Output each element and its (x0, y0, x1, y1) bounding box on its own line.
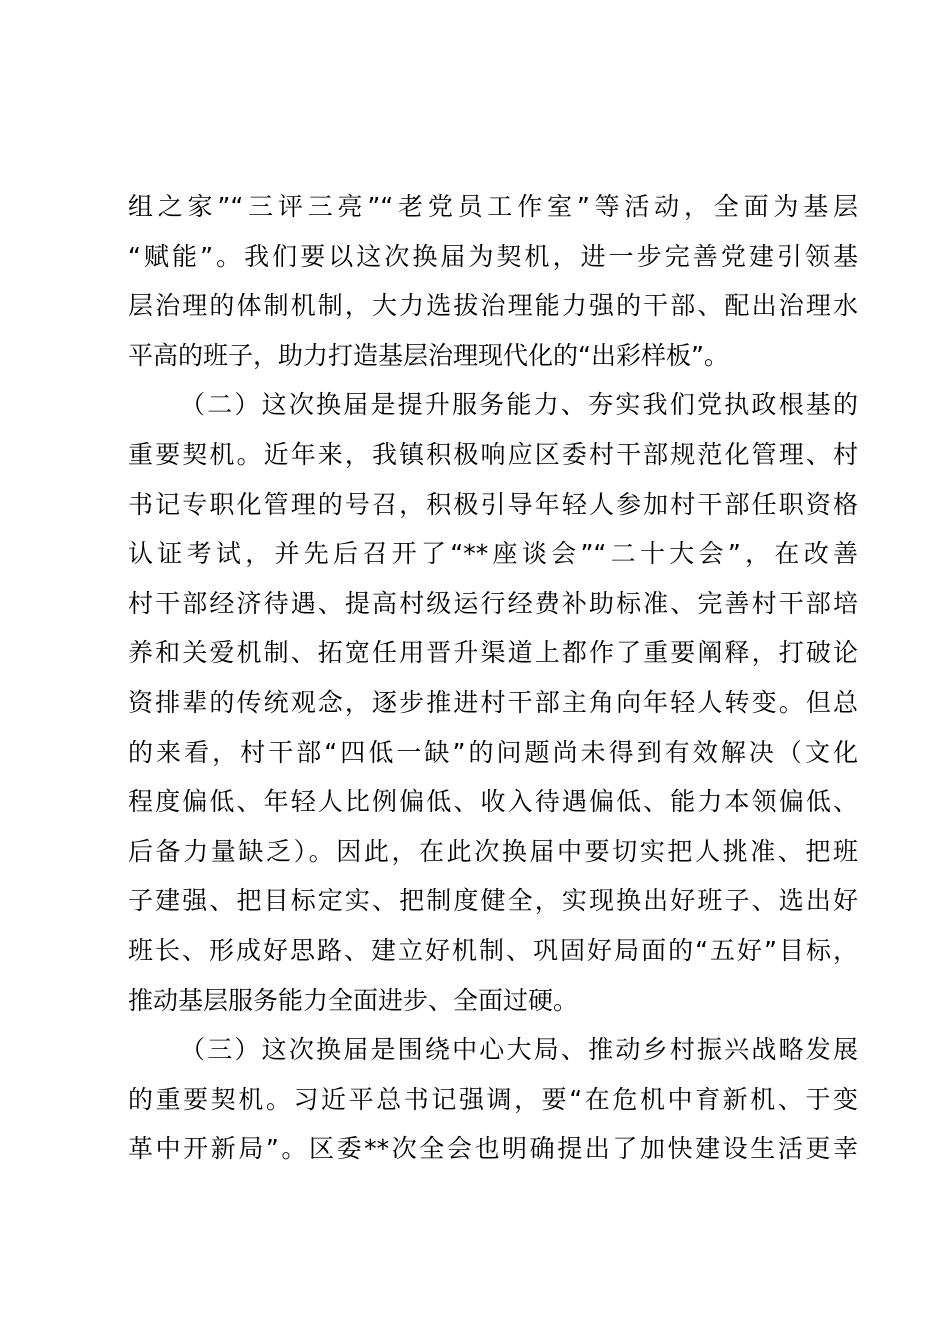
text-line: 书记专职化管理的号召，积极引导年轻人参加村干部任职资格 (128, 489, 858, 519)
document-body (128, 182, 858, 1174)
text-line: 革中开新局”。区委**次全会也明确提出了加快建设生活更幸 (128, 1134, 858, 1164)
text-line: 的来看，村干部“四低一缺”的问题尚未得到有效解决（文化 (128, 737, 858, 767)
text-line: 重要契机。近年来，我镇积极响应区委村干部规范化管理、村 (128, 439, 858, 469)
text-line: 班长、形成好思路、建立好机制、巩固好局面的“五好”目标， (128, 935, 858, 965)
text-line: 的重要契机。习近平总书记强调，要“在危机中育新机、于变 (128, 1084, 858, 1114)
text-line: “赋能”。我们要以这次换届为契机，进一步完善党建引领基 (128, 241, 858, 271)
text-line: 子建强、把目标定实、把制度健全，实现换出好班子、选出好 (128, 886, 858, 916)
text-line: 推动基层服务能力全面进步、全面过硬。 (128, 985, 579, 1015)
text-line: 村干部经济待遇、提高村级运行经费补助标准、完善村干部培 (128, 588, 858, 618)
text-line: （三）这次换届是围绕中心大局、推动乡村振兴战略发展 (180, 1035, 858, 1065)
text-line: 组之家”“三评三亮”“老党员工作室”等活动，全面为基层 (128, 192, 858, 221)
text-line: 认证考试，并先后召开了“**座谈会”“二十大会”，在改善 (128, 539, 858, 569)
text-line: （二）这次换届是提升服务能力、夯实我们党执政根基的 (180, 390, 858, 420)
text-line: 养和关爱机制、拓宽任用晋升渠道上都作了重要阐释，打破论 (128, 638, 858, 668)
text-line: 程度偏低、年轻人比例偏低、收入待遇偏低、能力本领偏低、 (128, 787, 858, 817)
text-line: 后备力量缺乏）。因此，在此次换届中要切实把人挑准、把班 (128, 836, 858, 866)
text-line: 平高的班子，助力打造基层治理现代化的“出彩样板”。 (128, 340, 729, 370)
text-line: 层治理的体制机制，大力选拔治理能力强的干部、配出治理水 (128, 291, 858, 321)
text-line: 资排辈的传统观念，逐步推进村干部主角向年轻人转变。但总 (128, 687, 858, 717)
